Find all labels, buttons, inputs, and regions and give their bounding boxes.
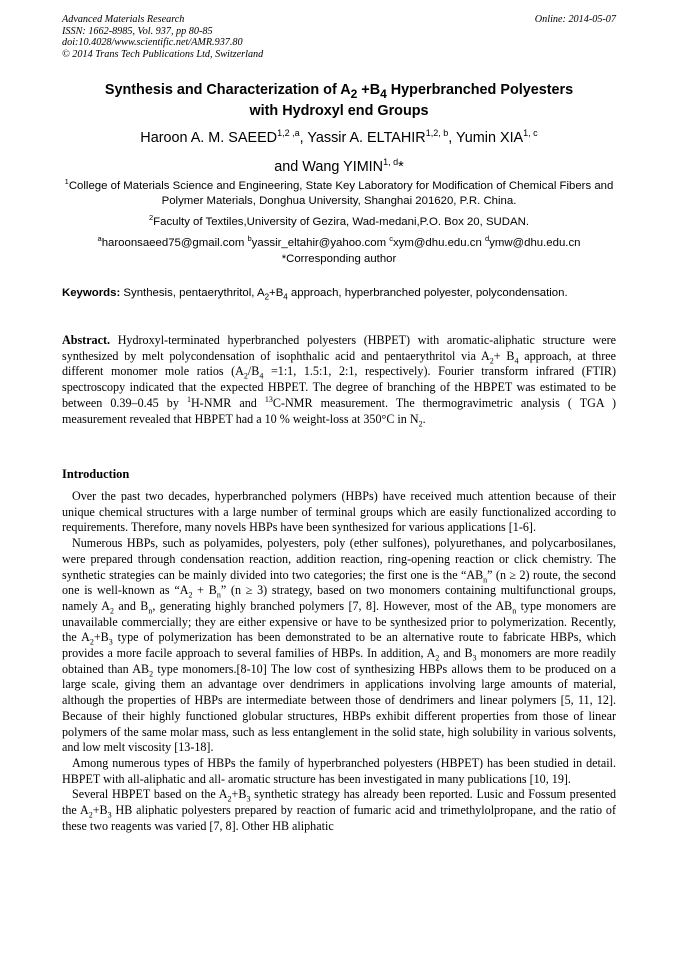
online-date: Online: 2014-05-07 — [534, 14, 616, 25]
email-c: xym@dhu.edu.cn — [392, 236, 485, 249]
corresponding-author: *Corresponding author — [281, 253, 397, 265]
introduction-heading: Introduction — [62, 467, 130, 481]
copyright-line: © 2014 Trans Tech Publications Ltd, Switzerland — [62, 48, 264, 60]
author-saeed: Haroon A. M. SAEED — [140, 129, 278, 146]
issn-line: ISSN: 1662-8985, Vol. 937, pp 80-85 — [62, 25, 213, 37]
doi-line: doi:10.4028/www.scientific.net/AMR.937.80 — [62, 37, 243, 48]
intro-paragraph-4: Several HBPET based on the $A_2+B_3$ synthetic strategy has already been reported. Lusic and Fossum presented the $A_2+B_3$ HB aliphatic polyesters prepared by reaction of fumaric acid and trimethylolpropane, and the ratio of these two reagents was varied [7, 8]. Other HB aliphatic — [62, 787, 616, 833]
title-line-2: with Hydroxyl end Groups — [249, 102, 429, 119]
author-list: Haroon A. M. SAEED$^{1,2 ,a}$, Yassir A. ELTAHIR$^{1,2, b}$, Yumin XIA$^{1, c}$ and Wang YIMIN$^{1, d}$* — [140, 128, 538, 175]
affiliation-2: $^2$Faculty of Textiles,University of Gezira, Wad-medani,P.O. Box 20, SUDAN. — [149, 213, 529, 228]
journal-name: Advanced Materials Research — [62, 14, 185, 25]
author-eltahir: , Yassir A. ELTAHIR — [299, 129, 426, 146]
email-d: ymw@dhu.edu.cn — [489, 236, 581, 249]
abstract: Abstract. Hydroxyl-terminated hyperbranched polyesters (HBPET) with aromatic-aliphatic structure were synthesized by melt polycondensation of isophthalic acid and pentaerythritol via $A_2+ B_4$ approach, at three different monomer mole ratios ($A_2/B_4$ =1:1, 1.5:1, 2:1, respectively). Fourier transform infrared (FTIR) spectroscopy indicated that the expected HBPET. The degree of branching of the HBPET was estimated to be between 0.39–0.45 by $^1$H-NMR and $^{13}$C-NMR measurement. The thermogravimetric analysis ( TGA ) measurement revealed that HBPET had a 10 % weight-loss at 350°C in $N_2$. — [62, 333, 616, 428]
intro-paragraph-2: Numerous HBPs, such as polyamides, polyesters, poly (ether sulfones), polyurethanes, and polycarbosilanes, were prepared through condensation reaction, addition reaction, ring-opening reaction or click chemistry. The synthetic strategies can be mainly divided into two categories; the first one is the “$AB_n$” (n ≥ 2) route, the second one is well-known as “$A_2 + B_n$” (n ≥ 3) strategy, based on two monomers containing multifunctional groups, namely $A_2$ and $B_n$, generating highly branched polymers [7, 8]. However, most of the $AB_n$ type monomers are unavailable commercially; they are either expensive or have to be synthesized prior to polymerization. Recently, the $A_2+B_3$ type of polymerization has been demonstrated to be an alternative route to fabricate HBPs, which provides a more facile approach to several families of HBPs. In addition, $A_2$ and $B_3$ monomers are more readily obtained than $AB_2$ type monomers.[8-10] The low cost of synthesizing HBPs allows them to be produced on a large scale, giving them an advantage over dendrimers in applications involving large amounts of material, although the properties of HBPs are intermediate between those of dendrimers and linear polymers [5, 11, 12]. Because of their highly functioned globular structures, HBPs exhibit different properties from those of linear polymers of the same molar mass, such as less entanglement in the solid state, high solubility in various solvents, and low melt viscosity [13-18]. — [62, 536, 617, 755]
intro-paragraph-3: Among numerous types of HBPs the family of hyperbranched polyesters (HBPET) has been studied in detail. HBPET with all-aliphatic and all- aromatic structure has been investigated in many publications [10, 19]. — [62, 755, 616, 786]
introduction-body — [62, 489, 616, 834]
running-header — [62, 14, 616, 60]
keywords-label: Keywords: — [62, 287, 121, 299]
title-line-1: Synthesis and Characterization of $A_2 +B_4$ Hyperbranched Polyesters — [104, 82, 574, 101]
paper-title — [62, 82, 616, 120]
abstract-label: Abstract. — [62, 333, 111, 347]
intro-paragraph-1: Over the past two decades, hyperbranched polymers (HBPs) have received much attention because of their unique chemical structures with a large number of terminal groups which are easily functionalized according to requirements. Therefore, many novels HBPs have been synthesized for various applications [1-6]. — [62, 489, 616, 535]
email-list: $^a$haroonsaeed75@gmail.com $^b$yassir_eltahir@yahoo.com $^c$xym@dhu.edu.cn $^d$ymw@dhu.edu.cn — [97, 234, 581, 249]
author-xia: , Yumin XIA — [448, 129, 524, 146]
email-b: yassir_eltahir@yahoo.com — [251, 236, 390, 249]
email-a: haroonsaeed75@gmail.com — [101, 236, 248, 249]
keywords: Keywords: Synthesis, pentaerythritol, $A_2+B_4$ approach, hyperbranched polyester, polycondensation. — [62, 287, 568, 302]
author-yimin: and Wang YIMIN — [274, 158, 384, 175]
affiliation-1: $^1$College of Materials Science and Engineering, State Key Laboratory for Modification of Chemical Fibers and Polymer Materials, Donghua University, Shanghai 201620, P.R. China. — [64, 177, 614, 208]
